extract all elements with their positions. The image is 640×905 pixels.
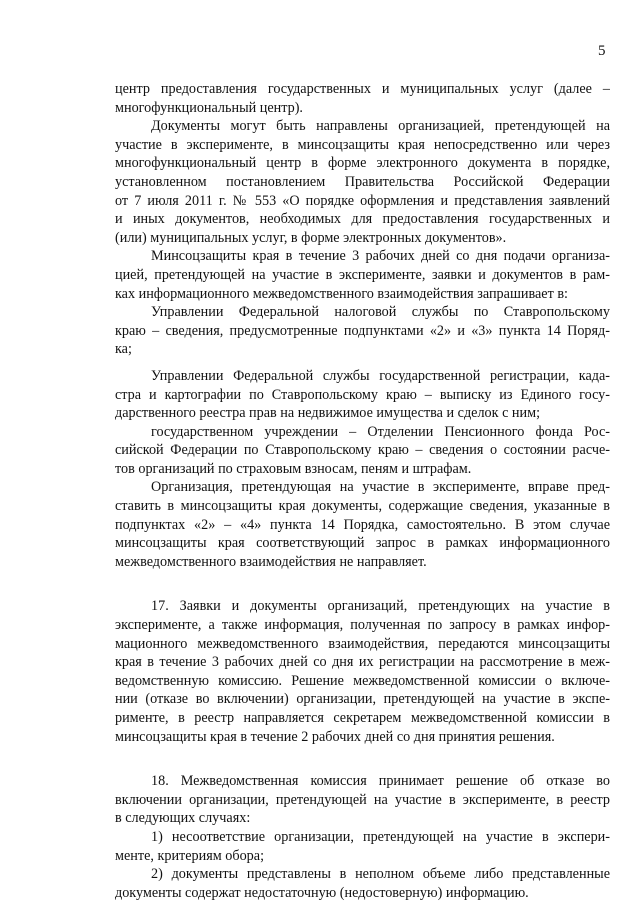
text-line: минсоцзащиты края в течение 2 рабочих дней со дня принятия решения. (115, 728, 555, 745)
paragraph (115, 303, 610, 359)
text-line: 17. Заявки и документы организаций, претендующих на участие в (151, 598, 610, 615)
text-line: включении организации, претендующей на участие в эксперименте, в реестр (115, 791, 610, 808)
text-line: Управлении Федеральной налоговой службы по Ставропольскому (151, 304, 610, 321)
text-line: Организация, претендующая на участие в эксперименте, вправе пред- (151, 479, 610, 496)
paragraph (115, 117, 610, 247)
paragraph (115, 367, 610, 423)
text-line: 2) документы представлены в неполном объеме либо представленные (151, 866, 610, 883)
text-line: рименте, в реестр направляется секретарем межведомственной комиссии в (115, 710, 610, 726)
text-line: тов организаций по страховым взносам, пеням и штрафам. (115, 460, 472, 477)
text-line: 18. Межведомственная комиссия принимает решение об отказе во (151, 773, 610, 790)
text-line: ках информационного межведомственного взаимодействия запрашивает в: (115, 285, 568, 302)
text-line: ка; (115, 341, 132, 358)
paragraph (115, 80, 610, 117)
text-line: подпунктах «2» – «4» пункта 14 Порядка, самостоятельно. В этом случае (115, 516, 610, 533)
text-line: минсоцзащиты края соответствующий запрос в рамках информационного (115, 535, 610, 552)
text-line: государственном учреждении – Отделении Пенсионного фонда Рос- (151, 423, 610, 440)
text-line: Управлении Федеральной службы государственной регистрации, када- (151, 367, 610, 384)
text-line: мационного межведомственного взаимодействия, передаются минсоцзащиты (115, 635, 610, 652)
text-line: (или) муниципальных услуг, в форме электронных документов». (115, 229, 507, 246)
text-line: документы содержат недостаточную (недостоверную) информацию. (115, 884, 529, 901)
paragraph (115, 865, 610, 902)
text-line: нии (отказе во включении) организации, претендующей на участие в экспе- (115, 691, 610, 708)
paragraph (115, 597, 610, 746)
text-line: многофункциональный центр в форме электронного документа в порядке, (115, 155, 610, 172)
text-line: от 7 июля 2011 г. № 553 «О порядке оформления и представления заявлений (115, 192, 610, 209)
text-line: 1) несоответствие организации, претендующей на участие в экспери- (151, 828, 610, 845)
text-line: цией, претендующей на участие в эксперименте, заявки и документов в рам- (115, 266, 610, 283)
text-line: многофункциональный центр). (115, 99, 303, 116)
text-line: менте, критериям обора; (115, 847, 265, 864)
text-line: ставить в минсоцзащиты края документы, содержащие сведения, указанные в (115, 498, 610, 515)
text-line: установленном постановлением Правительства Российской Федерации (115, 173, 610, 190)
paragraph (115, 423, 610, 479)
text-line: сийской Федерации по Ставропольскому краю – сведения о состоянии расче- (115, 442, 610, 459)
text-line: Минсоцзащиты края в течение 3 рабочих дней со дня подачи организа- (151, 248, 610, 265)
text-line: эксперименте, а также информация, полученная по запросу в рамках инфор- (115, 617, 610, 634)
document-body (115, 80, 610, 902)
text-line: ведомственную комиссию. Решение межведомственной комиссии о включе- (115, 672, 610, 689)
text-line: стра и картографии по Ставропольскому краю – выписку из Единого госу- (115, 386, 610, 403)
text-line: края в течение 3 рабочих дней со дня их регистрации на рассмотрение в меж- (115, 654, 610, 671)
paragraph (115, 247, 610, 303)
text-line: и иных документов, необходимых для предоставления государственных и (115, 211, 610, 228)
text-line: Документы могут быть направлены организацией, претендующей на (151, 118, 610, 135)
text-line: краю – сведения, предусмотренные подпунктами «2» и «3» пункта 14 Поряд- (115, 322, 610, 339)
page-number: 5 (598, 43, 606, 59)
paragraph (115, 772, 610, 828)
paragraph (115, 828, 610, 865)
text-line: центр предоставления государственных и муниципальных услуг (далее – (115, 81, 610, 97)
text-line: в следующих случаях: (115, 810, 251, 827)
text-line: межведомственного взаимодействия не направляет. (115, 553, 427, 570)
paragraph (115, 478, 610, 571)
text-line: участие в эксперименте, в минсоцзащиты края непосредственно или через (115, 136, 610, 153)
text-line: дарственного реестра прав на недвижимое имущества и сделок с ним; (115, 405, 541, 422)
